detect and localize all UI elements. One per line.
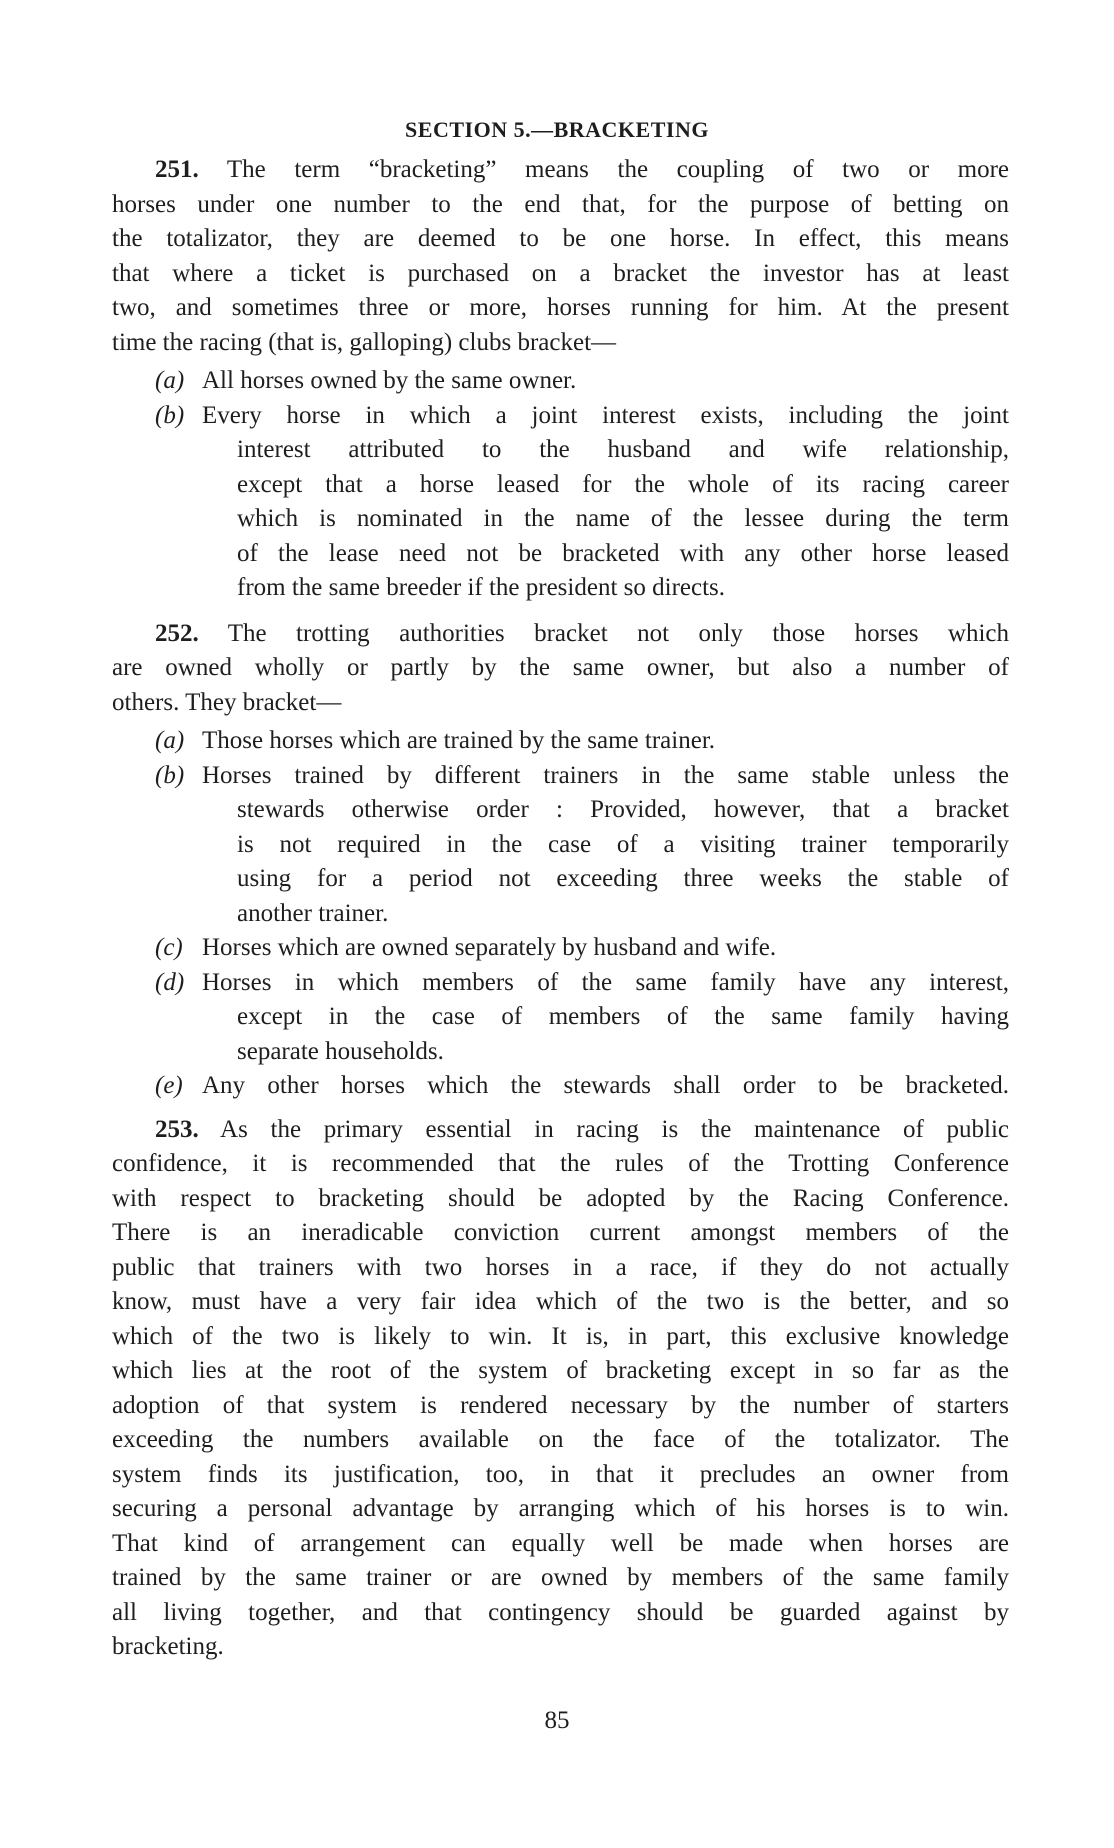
- line-text: The term “bracketing” means the coupling of two or more: [226, 156, 1009, 183]
- text-line: that where a ticket is purchased on a bracket the investor has at least: [112, 259, 1009, 287]
- text-line: separate households.: [237, 1037, 444, 1065]
- item-252-a: [112, 724, 1009, 759]
- text-line: Horses trained by different trainers in the same stable unless the: [202, 761, 1009, 789]
- text-line: All horses owned by the same owner.: [202, 367, 577, 394]
- item-label: (c): [155, 934, 183, 961]
- text-line: securing a personal advantage by arranging which of his horses is to win.: [112, 1495, 1009, 1522]
- page-number: 85: [544, 1707, 570, 1734]
- text-line: There is an ineradicable conviction current amongst members of the: [112, 1219, 1009, 1246]
- text-line: That kind of arrangement can equally well be made when horses are: [112, 1529, 1009, 1557]
- item-label: (a): [155, 727, 185, 754]
- text-line: [112, 1113, 1009, 1148]
- section-title: SECTION 5.—BRACKETING: [405, 117, 709, 142]
- paragraph-253: [112, 1113, 1009, 1665]
- item-label: (b): [155, 761, 185, 789]
- text-line: all living together, and that contingency should be guarded against by: [112, 1598, 1009, 1626]
- item-label: (b): [155, 401, 185, 429]
- text-line: horses under one number to the end that, for the purpose of betting on: [112, 190, 1009, 218]
- text-line: are owned wholly or partly by the same owner, but also a number of: [112, 654, 1009, 681]
- text-line: trained by the same trainer or are owned by members of the same family: [112, 1564, 1009, 1591]
- text-line: time the racing (that is, galloping) clubs bracket—: [112, 328, 617, 356]
- text-line: stewards otherwise order : Provided, however, that a bracket: [237, 796, 1009, 823]
- paragraph-number: 252.: [155, 619, 199, 647]
- item-label: (e): [155, 1072, 183, 1099]
- text-line: Horses which are owned separately by husband and wife.: [202, 934, 777, 961]
- item-252-c: [112, 931, 1009, 966]
- paragraph-number: 253.: [155, 1115, 199, 1143]
- text-line: Any other horses which the stewards shall order to be bracketed.: [202, 1072, 1009, 1099]
- text-line: except that a horse leased for the whole of its racing career: [237, 470, 1009, 498]
- text-line: system finds its justification, too, in that it precludes an owner from: [112, 1460, 1009, 1488]
- text-line: which is nominated in the name of the lessee during the term: [237, 505, 1009, 532]
- paragraph-251: [112, 153, 1009, 360]
- text-line: exceeding the numbers available on the face of the totalizator. The: [112, 1426, 1009, 1453]
- text-line: public that trainers with two horses in a race, if they do not actually: [112, 1253, 1009, 1281]
- text-line: of the lease need not be bracketed with any other horse leased: [237, 539, 1009, 567]
- text-line: others. They bracket—: [112, 688, 342, 716]
- paragraph-number: 251.: [155, 156, 199, 183]
- text-line: from the same breeder if the president so directs.: [237, 574, 726, 601]
- text-line: two, and sometimes three or more, horses running for him. At the present: [112, 294, 1009, 321]
- text-line: with respect to bracketing should be adopted by the Racing Conference.: [112, 1184, 1009, 1212]
- text-line: is not required in the case of a visiting trainer temporarily: [237, 830, 1009, 858]
- text-line: using for a period not exceeding three weeks the stable of: [237, 865, 1009, 892]
- item-label: (d): [155, 968, 185, 996]
- text-line: except in the case of members of the same family having: [237, 1003, 1009, 1030]
- item-252-b: [112, 759, 1009, 932]
- page-body: [112, 153, 1009, 1665]
- text-line: know, must have a very fair idea which of the two is the better, and so: [112, 1288, 1009, 1315]
- text-line: [112, 617, 1009, 652]
- text-line: Horses in which members of the same family have any interest,: [202, 968, 1009, 996]
- paragraph-252: [112, 617, 1009, 721]
- text-line: which of the two is likely to win. It is, in part, this exclusive knowledge: [112, 1322, 1009, 1350]
- line-text: As the primary essential in racing is the maintenance of public: [220, 1115, 1009, 1143]
- text-line: Every horse in which a joint interest exists, including the joint: [202, 401, 1009, 429]
- item-252-e: [112, 1069, 1009, 1104]
- item-252-d: [112, 966, 1009, 1070]
- text-line: interest attributed to the husband and wife relationship,: [237, 436, 1009, 463]
- text-line: adoption of that system is rendered necessary by the number of starters: [112, 1391, 1009, 1419]
- item-label: (a): [155, 367, 185, 394]
- text-line: bracketing.: [112, 1633, 224, 1660]
- item-251-b: [112, 399, 1009, 606]
- text-line: another trainer.: [237, 899, 389, 927]
- text-line: the totalizator, they are deemed to be one horse. In effect, this means: [112, 225, 1009, 252]
- text-line: which lies at the root of the system of bracketing except in so far as the: [112, 1357, 1009, 1384]
- item-251-a: [112, 364, 1009, 399]
- text-line: confidence, it is recommended that the rules of the Trotting Conference: [112, 1150, 1009, 1177]
- text-line: Those horses which are trained by the same trainer.: [202, 727, 716, 754]
- line-text: The trotting authorities bracket not only those horses which: [227, 619, 1009, 647]
- text-line: [112, 153, 1009, 188]
